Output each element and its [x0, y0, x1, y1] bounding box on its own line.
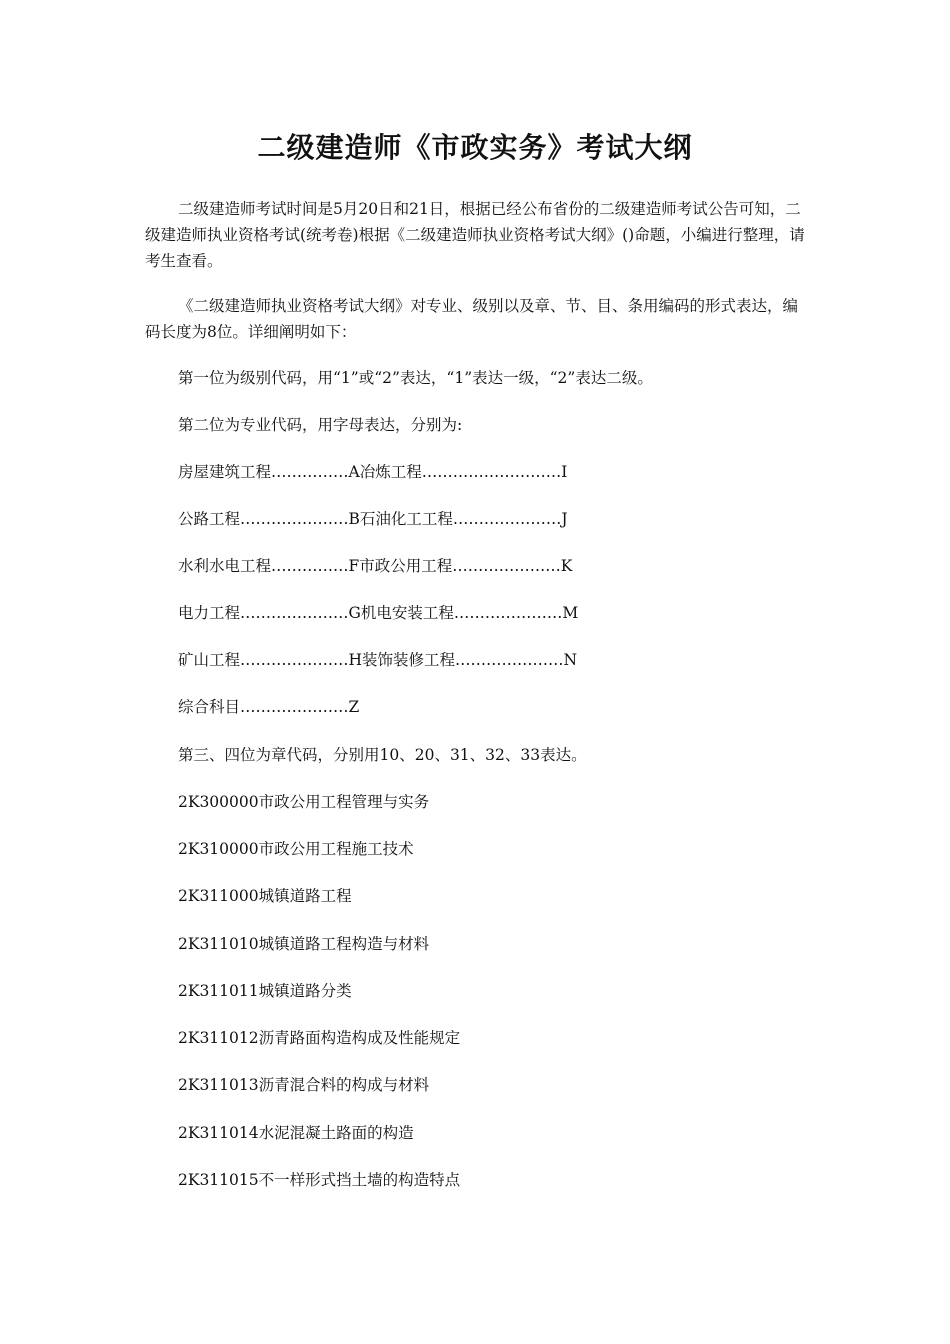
specialty-code-line: 公路工程…………………B石油化工工程…………………J [178, 510, 568, 528]
specialty-code-line: 水利水电工程……………F市政公用工程…………………K [178, 557, 573, 575]
outline-item: 2K311000城镇道路工程 [178, 887, 352, 905]
outline-item: 2K311013沥青混合料的构成与材料 [178, 1076, 430, 1094]
specialty-code-line: 矿山工程…………………H装饰装修工程…………………N [178, 651, 578, 669]
outline-item: 2K311010城镇道路工程构造与材料 [178, 935, 430, 953]
outline-item: 2K310000市政公用工程施工技术 [178, 840, 414, 858]
text-line: 第三、四位为章代码，分别用10、20、31、32、33表达。 [178, 746, 587, 764]
text-line: 第一位为级别代码，用“1”或“2”表达，“1”表达一级，“2”表达二级。 [178, 369, 653, 387]
outline-item: 2K311011城镇道路分类 [178, 982, 352, 1000]
outline-item: 2K311012沥青路面构造构成及性能规定 [178, 1029, 461, 1047]
specialty-code-line: 电力工程…………………G机电安装工程…………………M [178, 604, 579, 622]
text-line: 第二位为专业代码，用字母表达，分别为: [178, 416, 463, 434]
outline-item: 2K300000市政公用工程管理与实务 [178, 793, 430, 811]
document-title: 二级建造师《市政实务》考试大纲 [257, 131, 693, 164]
specialty-code-line: 房屋建筑工程……………A冶炼工程………………………I [178, 463, 568, 481]
outline-item: 2K311015不一样形式挡土墙的构造特点 [178, 1171, 461, 1189]
outline-item: 2K311014水泥混凝土路面的构造 [178, 1124, 414, 1142]
specialty-code-line: 综合科目…………………Z [178, 698, 360, 716]
intro-paragraph: 二级建造师考试时间是5月20日和21日，根据已经公布省份的二级建造师考试公告可知，二级建造师执业资格考试(统考卷)根据《二级建造师执业资格考试大纲》()命题，小编进行整理，请考生查看。 [145, 200, 805, 270]
coding-paragraph: 《二级建造师执业资格考试大纲》对专业、级别以及章、节、目、条用编码的形式表达，编码长度为8位。详细阐明如下： [145, 297, 799, 341]
